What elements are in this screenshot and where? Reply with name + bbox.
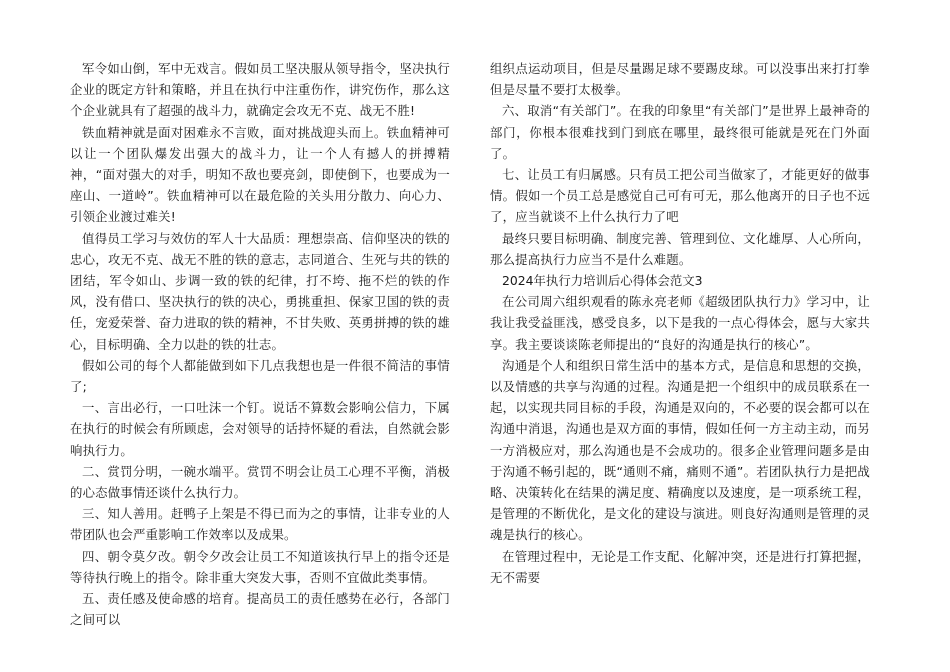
paragraph: 一、言出必行，一口吐沫一个钉。说话不算数会影响公信力，下属在执行的时候会有所顾虑，会对领导的话持怀疑的看法，自然就会影响执行力。	[70, 400, 450, 458]
left-column	[70, 58, 450, 630]
paragraph: 三、知人善用。赶鸭子上架是不得已而为之的事情，让非专业的人带团队也会严重影响工作效率以及成果。	[70, 506, 450, 543]
paragraph: 四、朝令莫夕改。朝令夕改会让员工不知道该执行早上的指令还是等待执行晚上的指令。除非重大突发大事，否则不宜做此类事情。	[70, 548, 450, 585]
paragraph: 最终只要目标明确、制度完善、管理到位、文化雄厚、人心所向，那么提高执行力应当不是什么难题。	[490, 230, 870, 267]
paragraph: 军令如山倒，军中无戏言。假如员工坚决服从领导指令，坚决执行企业的既定方针和策略，并且在执行中注重伤作，讲究伤作，那么这个企业就具有了超强的战斗力，就确定会攻无不克、战无不胜!	[70, 61, 450, 119]
section-heading: 2024年执行力培训后心得体会范文3	[502, 273, 703, 289]
paragraph: 在管理过程中，无论是工作支配、化解冲突，还是进行打算把握，无不需要	[490, 548, 870, 585]
paragraph: 铁血精神就是面对困难永不言败，面对挑战迎头而上。铁血精神可以让一个团队爆发出强大的战斗力，让一个人有撼人的拼搏精神，“面对强大的对手，明知不敌也要亮剑，即使倒下，也要成为一座山、一道岭”。铁血精神可以在最危险的关头用分散力、向心力、引领企业渡过难关!	[70, 124, 450, 225]
paragraph: 沟通是个人和组织日常生活中的基本方式，是信息和思想的交换，以及情感的共享与沟通的过程。沟通是把一个组织中的成员联系在一起，以实现共同目标的手段，沟通是双向的，不必要的误会都可以在沟通中消退，沟通也是双方面的事情，假如任何一方主动主动，而另一方消极应对，那么沟通也是不会成功的。很多企业管理问题多是由于沟通不畅引起的，既“通则不痛，痛则不通”。若团队执行力是把战略、决策转化在结果的满足度、精确度以及速度，是一项系统工程，是管理的不断优化，是文化的建设与演进。则良好沟通则是管理的灵魂是执行的核心。	[490, 357, 870, 543]
paragraph: 假如公司的每个人都能做到如下几点我想也是一件很不简洁的事情了;	[70, 357, 450, 395]
paragraph-continued: 组织点运动项目，但是尽量踢足球不要踢皮球。可以没事出来打打拳但是尽量不要打太极拳。	[490, 61, 870, 98]
paragraph: 七、让员工有归属感。只有员工把公司当做家了，才能更好的做事情。假如一个员工总是感觉自己可有可无，那么他离开的日子也不远了，应当就谈不上什么执行力了吧	[490, 167, 870, 225]
right-column	[490, 58, 870, 588]
paragraph: 二、赏罚分明，一碗水端平。赏罚不明会让员工心理不平衡，消极的心态做事情还谈什么执行力。	[70, 463, 450, 501]
paragraph: 五、责任感及使命感的培育。提高员工的责任感势在必行，各部门之间可以	[70, 591, 450, 628]
paragraph: 值得员工学习与效仿的军人十大品质：理想崇高、信仰坚决的铁的忠心，攻无不克、战无不胜的铁的意志，志同道合、生死与共的铁的团结，军令如山、步调一致的铁的纪律，打不垮、拖不烂的铁的作风，没有借口、坚决执行的铁的决心，勇挑重担、保家卫国的铁的责任，宠爱荣誉、奋力进取的铁的精神，不甘失败、英勇拼搏的铁的雄心，目标明确、全力以赴的铁的壮志。	[70, 230, 450, 352]
paragraph: 在公司周六组织观看的陈永亮老师《超级团队执行力》学习中，让我让我受益匪浅，感受良多，以下是我的一点心得体会，愿与大家共享。我主要谈谈陈老师提出的“良好的沟通是执行的核心”。	[490, 294, 870, 352]
paragraph: 六、取消“有关部门”。在我的印象里“有关部门”是世界上最神奇的部门，你根本很难找到门到底在哪里，最终很可能就是死在门外面了。	[490, 103, 870, 161]
